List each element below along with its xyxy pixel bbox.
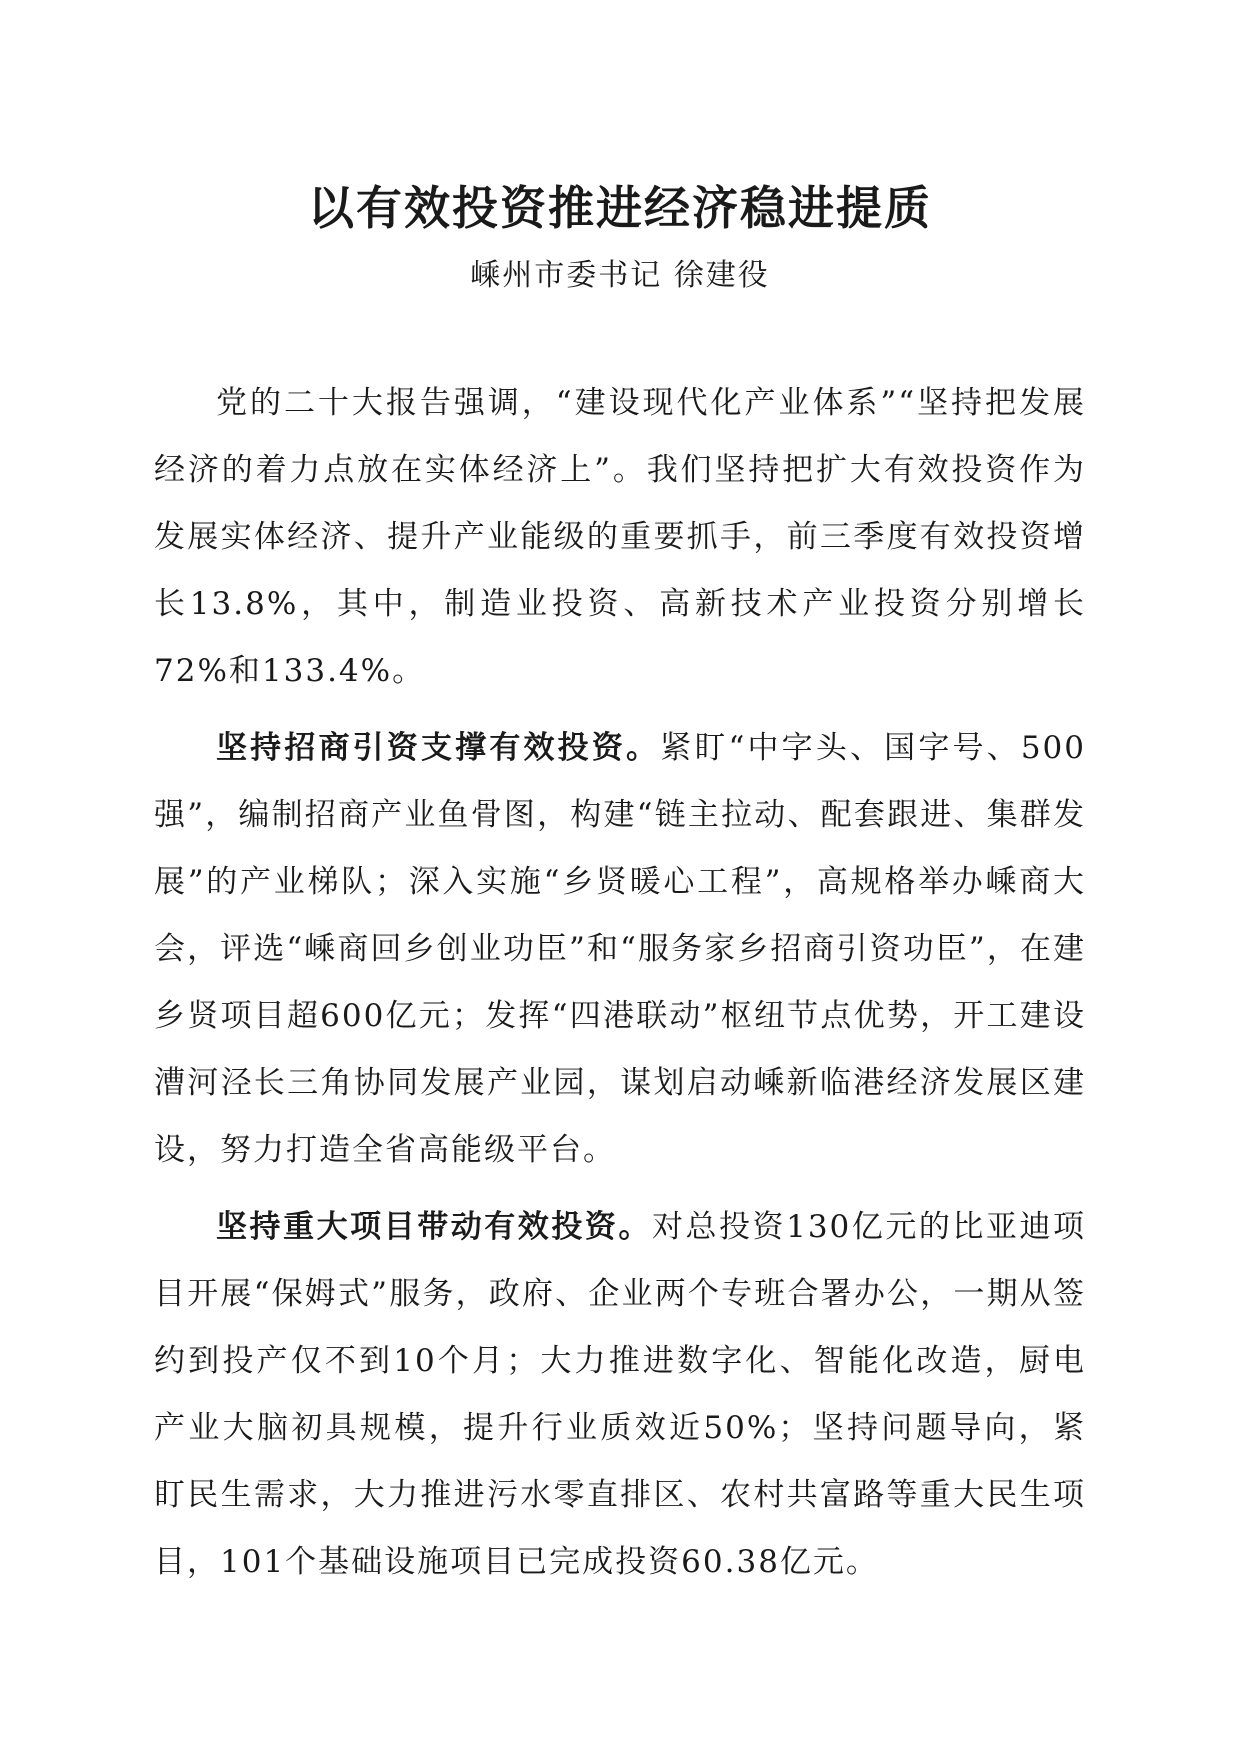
paragraph-investment-attraction [154,715,1086,1184]
paragraph-text: 对总投资130亿元的比亚迪项目开展“保姆式”服务，政府、企业两个专班合署办公，一期从签约到投产仅不到10个月；大力推进数字化、智能化改造，厨电产业大脑初具规模，提升行业质效近50%；坚持问题导向，紧盯民生需求，大力推进污水零直排区、农村共富路等重大民生项目，101个基础设施项目已完成投资60.38亿元。 [154,1209,1087,1580]
paragraph-lead: 坚持重大项目带动有效投资。 [216,1209,652,1245]
paragraph-major-projects [154,1194,1086,1596]
document-body [154,370,1086,1606]
paragraph-intro [154,370,1086,705]
paragraph-lead: 坚持招商引资支撑有效投资。 [216,730,661,766]
document-title: 以有效投资推进经济稳进提质 [308,181,932,235]
paragraph-text: 党的二十大报告强调，“建设现代化产业体系”“坚持把发展经济的着力点放在实体经济上”。我们坚持把扩大有效投资作为发展实体经济、提升产业能级的重要抓手，前三季度有效投资增长13.8%，其中，制造业投资、高新技术产业投资分别增长72%和133.4%。 [154,385,1086,689]
paragraph-text: 紧盯“中字头、国字号、500强”，编制招商产业鱼骨图，构建“链主拉动、配套跟进、集群发展”的产业梯队；深入实施“乡贤暖心工程”，高规格举办嵊商大会，评选“嵊商回乡创业功臣”和“服务家乡招商引资功臣”，在建乡贤项目超600亿元；发挥“四港联动”枢纽节点优势，开工建设漕河泾长三角协同发展产业园，谋划启动嵊新临港经济发展区建设，努力打造全省高能级平台。 [154,730,1086,1168]
author-byline: 嵊州市委书记 徐建役 [470,258,770,293]
